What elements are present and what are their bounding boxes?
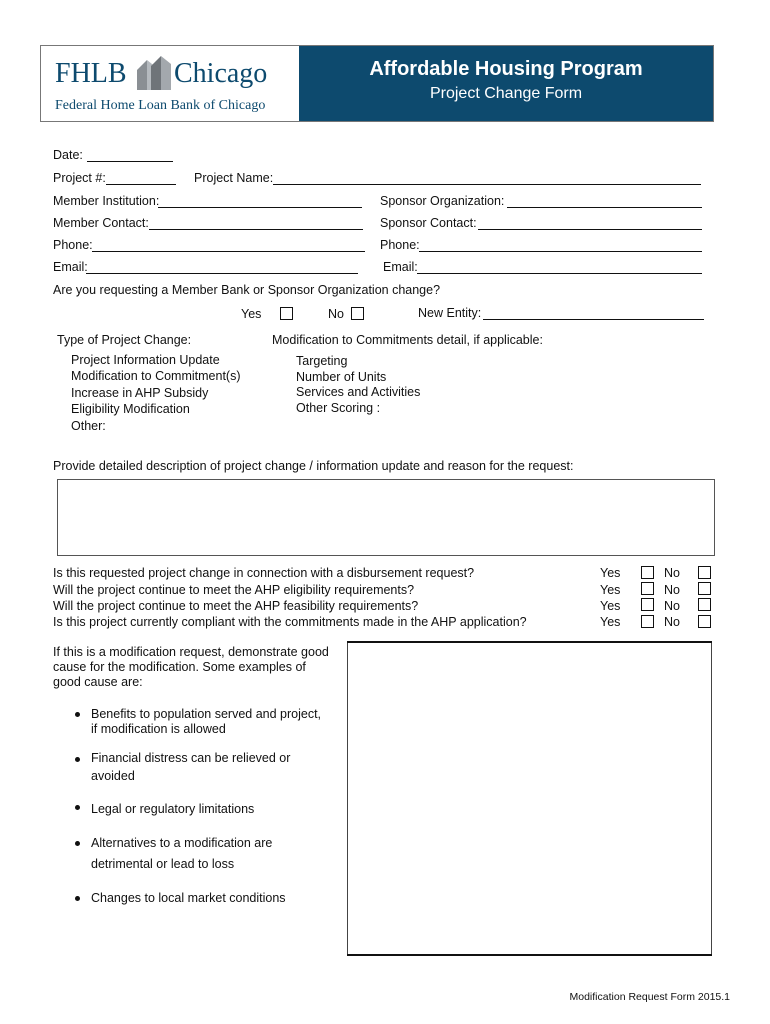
good-cause-intro: cause for the modification. Some examples of: [53, 660, 306, 674]
good-cause-example: detrimental or lead to loss: [91, 857, 235, 871]
textarea-bottom-border: [347, 954, 712, 956]
question-no-checkbox[interactable]: [698, 598, 711, 611]
question-text: Will the project continue to meet the AHP eligibility requirements?: [53, 583, 415, 597]
change-type-option[interactable]: Project Information Update: [71, 353, 220, 367]
project-name-input[interactable]: [273, 184, 701, 185]
new-entity-label: New Entity:: [418, 306, 482, 320]
sponsor-contact-input[interactable]: [478, 229, 702, 230]
logo-subtitle: Federal Home Loan Bank of Chicago: [55, 98, 266, 113]
change-type-heading: Type of Project Change:: [57, 333, 192, 347]
question-yes-label: Yes: [600, 566, 621, 580]
good-cause-example: avoided: [91, 769, 135, 783]
title-banner: [299, 46, 713, 121]
good-cause-intro: If this is a modification request, demonstrate good: [53, 645, 329, 659]
question-yes-label: Yes: [600, 583, 621, 597]
question-no-label: No: [664, 615, 680, 629]
logo-fhlb-text: FHLB: [55, 58, 127, 89]
bullet-icon: [75, 712, 80, 717]
question-no-checkbox[interactable]: [698, 566, 711, 579]
project-number-input[interactable]: [106, 184, 176, 185]
phone-left-input[interactable]: [92, 251, 365, 252]
change-type-option[interactable]: Modification to Commitment(s): [71, 369, 241, 383]
question-no-checkbox[interactable]: [698, 582, 711, 595]
org-change-no-checkbox[interactable]: [351, 307, 364, 320]
modification-option[interactable]: Other Scoring :: [296, 401, 381, 415]
description-label: Provide detailed description of project change / information update and reason for the request:: [53, 459, 574, 473]
modification-option[interactable]: Number of Units: [296, 370, 387, 384]
sponsor-organization-label: Sponsor Organization:: [380, 194, 505, 208]
project-number-label: Project #:: [53, 171, 106, 185]
member-contact-label: Member Contact:: [53, 216, 149, 230]
question-text: Will the project continue to meet the AHP feasibility requirements?: [53, 599, 419, 613]
sponsor-contact-label: Sponsor Contact:: [380, 216, 477, 230]
email-left-input[interactable]: [86, 273, 358, 274]
email-right-label: Email:: [383, 260, 418, 274]
question-no-label: No: [664, 583, 680, 597]
org-change-no-label: No: [328, 307, 344, 321]
org-change-yes-checkbox[interactable]: [280, 307, 293, 320]
good-cause-example: Alternatives to a modification are: [91, 836, 273, 850]
question-yes-checkbox[interactable]: [641, 615, 654, 628]
bullet-icon: [75, 805, 80, 810]
form-header: [40, 45, 714, 122]
bullet-icon: [75, 757, 80, 762]
form-title: Affordable Housing Program: [369, 58, 643, 80]
modification-option[interactable]: Targeting: [296, 354, 348, 368]
good-cause-example: Benefits to population served and project,: [91, 707, 322, 721]
good-cause-intro: good cause are:: [53, 675, 143, 689]
email-left-label: Email:: [53, 260, 88, 274]
modification-option[interactable]: Services and Activities: [296, 385, 421, 399]
good-cause-textarea[interactable]: [347, 641, 712, 956]
member-contact-input[interactable]: [149, 229, 363, 230]
date-label: Date:: [53, 148, 83, 162]
member-institution-label: Member Institution:: [53, 194, 160, 208]
org-change-yes-label: Yes: [241, 307, 262, 321]
question-text: Is this requested project change in connection with a disbursement request?: [53, 566, 475, 580]
fhlb-logo: [41, 46, 299, 121]
bullet-icon: [75, 841, 80, 846]
modification-heading: Modification to Commitments detail, if applicable:: [272, 333, 543, 347]
sponsor-organization-input[interactable]: [507, 207, 702, 208]
email-right-input[interactable]: [417, 273, 702, 274]
form-footer: Modification Request Form 2015.1: [569, 991, 730, 1003]
org-change-question: Are you requesting a Member Bank or Sponsor Organization change?: [53, 283, 441, 297]
question-text: Is this project currently compliant with the commitments made in the AHP application?: [53, 615, 527, 629]
form-subtitle: Project Change Form: [429, 85, 583, 102]
change-type-option[interactable]: Increase in AHP Subsidy: [71, 386, 209, 400]
question-no-label: No: [664, 599, 680, 613]
good-cause-example: Financial distress can be relieved or: [91, 751, 291, 765]
question-yes-checkbox[interactable]: [641, 566, 654, 579]
good-cause-example: Legal or regulatory limitations: [91, 802, 255, 816]
project-name-label: Project Name:: [194, 171, 274, 185]
member-institution-input[interactable]: [158, 207, 362, 208]
change-type-option[interactable]: Eligibility Modification: [71, 402, 190, 416]
textarea-top-border: [347, 641, 712, 643]
question-no-label: No: [664, 566, 680, 580]
question-yes-label: Yes: [600, 599, 621, 613]
good-cause-example: Changes to local market conditions: [91, 891, 286, 905]
good-cause-example: if modification is allowed: [91, 722, 226, 736]
question-yes-label: Yes: [600, 615, 621, 629]
question-yes-checkbox[interactable]: [641, 598, 654, 611]
phone-left-label: Phone:: [53, 238, 93, 252]
logo-chicago-text: Chicago: [174, 58, 268, 89]
bullet-icon: [75, 896, 80, 901]
question-yes-checkbox[interactable]: [641, 582, 654, 595]
building-logo-icon: [135, 54, 173, 90]
phone-right-label: Phone:: [380, 238, 420, 252]
description-textarea[interactable]: [57, 479, 715, 556]
change-type-option[interactable]: Other:: [71, 419, 106, 433]
phone-right-input[interactable]: [419, 251, 702, 252]
date-input[interactable]: [87, 161, 173, 162]
new-entity-input[interactable]: [483, 319, 704, 320]
question-no-checkbox[interactable]: [698, 615, 711, 628]
